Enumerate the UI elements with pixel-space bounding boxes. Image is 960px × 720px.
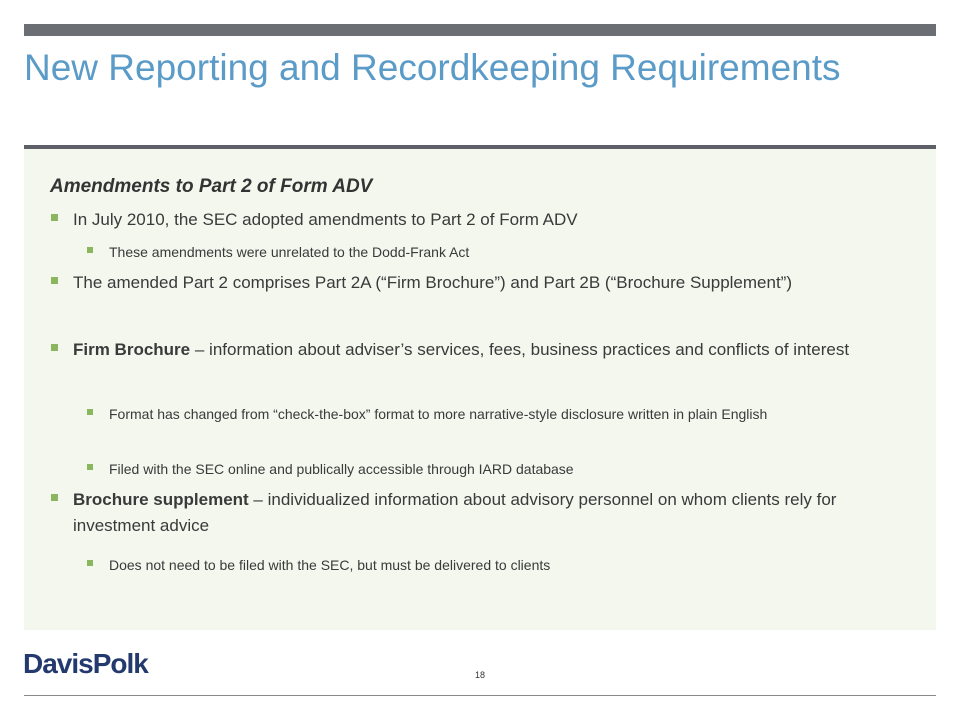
bullet-text	[109, 554, 899, 577]
bullet-body: – individualized information about advisory personnel on whom clients rely for investment advice	[73, 490, 837, 535]
top-bar	[24, 24, 936, 36]
bullet-text	[109, 403, 899, 426]
square-bullet-icon	[51, 214, 58, 221]
bullet-text	[73, 207, 893, 233]
bullet-body: The amended Part 2 comprises Part 2A (“Firm Brochure”) and Part 2B (“Brochure Supplement”)	[73, 273, 793, 292]
davis-polk-logo: DavisPolk	[23, 648, 148, 679]
bullet-text	[109, 241, 899, 264]
bullet-body: Filed with the SEC online and publically accessible through IARD database	[109, 461, 574, 477]
square-bullet-icon	[87, 560, 93, 566]
bullet-body: – information about adviser’s services, fees, business practices and conflicts of interest	[190, 340, 850, 359]
bullet-body: These amendments were unrelated to the Dodd-Frank Act	[109, 244, 470, 260]
bullet-lead: Brochure supplement	[73, 490, 249, 509]
square-bullet-icon	[51, 277, 58, 284]
square-bullet-icon	[51, 344, 58, 351]
slide-title: New Reporting and Recordkeeping Requirements	[24, 47, 841, 88]
bullet-text	[73, 270, 893, 296]
footer-divider	[24, 695, 936, 696]
square-bullet-icon	[87, 409, 93, 415]
content-panel	[24, 149, 936, 630]
page-number: 18	[474, 670, 485, 680]
bullet-lead: Firm Brochure	[73, 340, 191, 359]
bullet-text	[73, 337, 893, 363]
bullet-text	[73, 487, 893, 539]
square-bullet-icon	[51, 494, 58, 501]
bullet-body: In July 2010, the SEC adopted amendments to Part 2 of Form ADV	[73, 210, 578, 229]
square-bullet-icon	[87, 464, 93, 470]
square-bullet-icon	[87, 247, 93, 253]
bullet-body: Does not need to be filed with the SEC, but must be delivered to clients	[109, 557, 551, 573]
bullet-body: Format has changed from “check-the-box” format to more narrative-style disclosure written in plain English	[109, 406, 768, 422]
bullet-text	[109, 458, 899, 481]
section-subtitle: Amendments to Part 2 of Form ADV	[50, 176, 373, 197]
